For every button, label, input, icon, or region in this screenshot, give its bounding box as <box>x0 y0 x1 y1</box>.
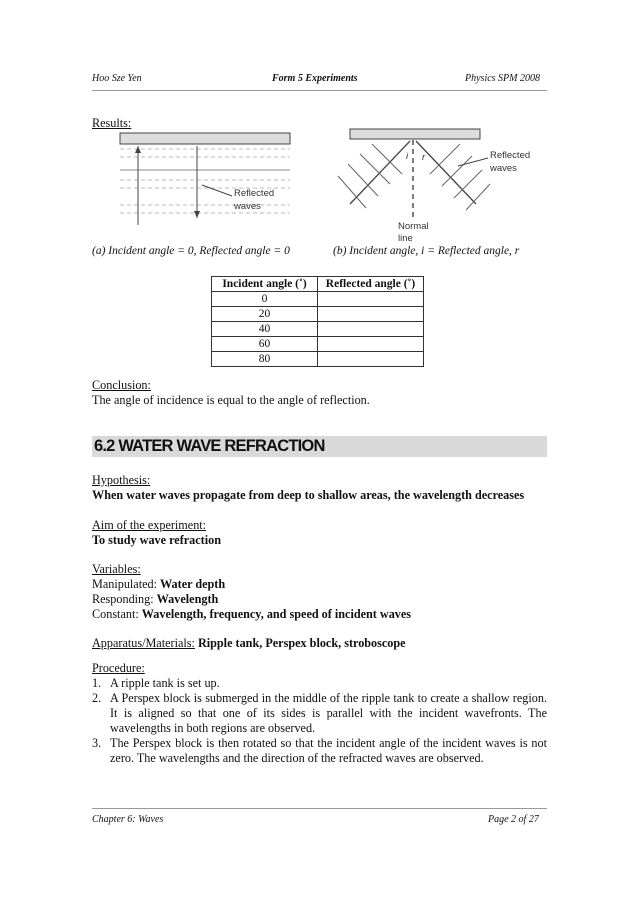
angle-i-label: i <box>406 151 409 162</box>
figure-a-normal-reflection <box>112 130 302 240</box>
col-header-reflected: Reflected angle (˚) <box>318 277 424 292</box>
manipulated-value: Water depth <box>160 577 226 591</box>
section-heading <box>92 436 547 457</box>
step-number: 1. <box>92 676 102 690</box>
responding-label: Responding: <box>92 592 154 606</box>
table-cell: 40 <box>212 322 318 337</box>
section-title: 6.2 WATER WAVE REFRACTION <box>94 437 325 455</box>
reflector-bar <box>350 129 480 139</box>
table-cell: 0 <box>212 292 318 307</box>
constant-value: Wavelength, frequency, and speed of incident waves <box>141 607 412 621</box>
variables-label: Variables: <box>92 562 141 576</box>
header-title: Form 5 Experiments <box>272 73 358 84</box>
col-header-incident: Incident angle (˚) <box>212 277 318 292</box>
table-cell[interactable] <box>318 292 424 307</box>
constant-label: Constant: <box>92 607 139 621</box>
conclusion-text: The angle of incidence is equal to the angle of reflection. <box>92 393 370 407</box>
table-cell[interactable] <box>318 307 424 322</box>
fig-b-caption: (b) Incident angle, i = Reflected angle, r <box>333 245 520 257</box>
fig-b-normal-l2: line <box>398 233 413 244</box>
variable-constant <box>92 607 411 622</box>
table-cell[interactable] <box>318 352 424 367</box>
apparatus-text: Ripple tank, Perspex block, stroboscope <box>197 636 406 650</box>
fig-a-caption: (a) Incident angle = 0, Reflected angle = 0 <box>92 245 290 257</box>
list-item <box>92 691 547 736</box>
list-item <box>92 676 547 691</box>
fig-b-normal-l1: Normal <box>398 221 429 232</box>
reflected-label-pointer <box>202 185 232 196</box>
hypothesis-text: When water waves propagate from deep to shallow areas, the wavelength decreases <box>92 488 525 502</box>
header-rule <box>92 90 547 91</box>
table-cell[interactable] <box>318 337 424 352</box>
step-number: 2. <box>92 691 102 705</box>
footer-chapter: Chapter 6: Waves <box>92 814 164 825</box>
aim-text: To study wave refraction <box>92 533 221 547</box>
figure-b-oblique-reflection <box>330 126 545 246</box>
angle-r-label: r <box>422 152 426 163</box>
apparatus-line <box>92 636 406 651</box>
fig-b-reflected-l1: Reflected <box>490 150 531 161</box>
apparatus-label: Apparatus/Materials: <box>92 636 195 650</box>
results-table <box>211 276 424 367</box>
table-header-row <box>212 277 424 292</box>
table-cell: 20 <box>212 307 318 322</box>
procedure-list <box>92 676 547 766</box>
procedure-label: Procedure: <box>92 661 145 675</box>
conclusion-label: Conclusion: <box>92 378 151 392</box>
table-row <box>212 352 424 367</box>
table-row <box>212 337 424 352</box>
hypothesis-label: Hypothesis: <box>92 473 151 487</box>
variable-responding <box>92 592 218 607</box>
header-course: Physics SPM 2008 <box>465 73 540 84</box>
step-text: The Perspex block is then rotated so that the incident angle of the incident waves is not zero. The wavelengths and the direction of the refracted waves are observed. <box>110 736 547 765</box>
step-text: A Perspex block is submerged in the middle of the ripple tank to create a shallow region. It is aligned so that one of its sides is parallel with the incident wavefronts. The wavelengths in both regions are observed. <box>110 691 547 735</box>
fig-b-reflected-l2: waves <box>490 163 517 174</box>
footer-page: Page 2 of 27 <box>488 814 539 825</box>
variable-manipulated <box>92 577 225 592</box>
aim-label: Aim of the experiment: <box>92 518 207 532</box>
manipulated-label: Manipulated: <box>92 577 157 591</box>
reflected-ray <box>416 141 476 204</box>
fig-a-label-l2: waves <box>234 201 261 212</box>
table-cell[interactable] <box>318 322 424 337</box>
step-text: A ripple tank is set up. <box>110 676 220 690</box>
table-row <box>212 307 424 322</box>
results-label: Results: <box>92 116 132 130</box>
table-cell: 80 <box>212 352 318 367</box>
fig-a-label-l1: Reflected <box>234 188 275 199</box>
table-cell: 60 <box>212 337 318 352</box>
reflected-wavefronts <box>430 144 490 210</box>
table-row <box>212 322 424 337</box>
step-number: 3. <box>92 736 102 750</box>
incident-wavefronts <box>338 144 402 208</box>
responding-value: Wavelength <box>156 592 219 606</box>
wavefront-lines <box>120 149 290 213</box>
footer-rule <box>92 808 547 809</box>
header-author: Hoo Sze Yen <box>92 73 142 84</box>
table-row <box>212 292 424 307</box>
list-item <box>92 736 547 766</box>
reflector-bar <box>120 133 290 144</box>
